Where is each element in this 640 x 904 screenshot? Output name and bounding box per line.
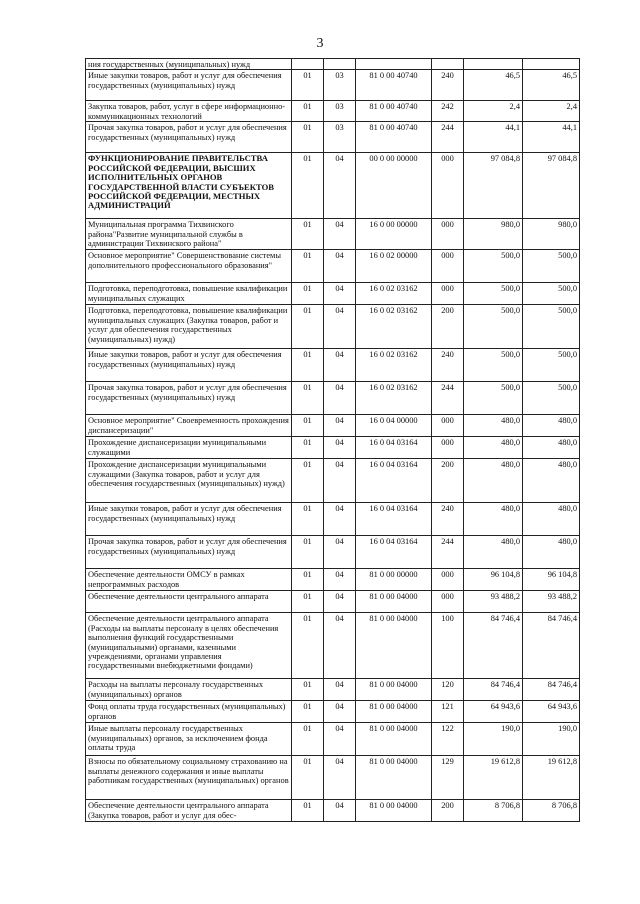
amount-total-cell: 64 943,6: [523, 701, 580, 723]
amount-cell: [464, 59, 523, 70]
table-row: [86, 756, 580, 800]
table-row: [86, 459, 580, 503]
target-article-cell: 81 0 00 04000: [356, 723, 432, 756]
subsection-code-cell: 04: [324, 723, 356, 756]
subsection-code-cell: 04: [324, 569, 356, 591]
expense-type-cell: 121: [432, 701, 464, 723]
amount-total-cell: 46,5: [523, 70, 580, 101]
expense-type-cell: 242: [432, 101, 464, 122]
expense-type-cell: 200: [432, 459, 464, 503]
section-code-cell: 01: [292, 723, 324, 756]
table-row: [86, 219, 580, 250]
expense-type-cell: 120: [432, 679, 464, 701]
row-name-cell: Основное мероприятие" Совершенствование системы дополнительного профессионального образования": [86, 250, 292, 283]
subsection-code-cell: [324, 59, 356, 70]
target-article-cell: 81 0 00 40740: [356, 101, 432, 122]
amount-cell: 8 706,8: [464, 800, 523, 822]
row-name-cell: Прочая закупка товаров, работ и услуг для обеспечения государственных (муниципальных) нужд: [86, 382, 292, 415]
amount-total-cell: 190,0: [523, 723, 580, 756]
section-code-cell: 01: [292, 70, 324, 101]
row-name-cell: Обеспечение деятельности центрального аппарата (Закупка товаров, работ и услуг для обес-: [86, 800, 292, 822]
expense-type-cell: 000: [432, 153, 464, 219]
amount-cell: 500,0: [464, 250, 523, 283]
subsection-code-cell: 04: [324, 250, 356, 283]
expense-type-cell: 240: [432, 70, 464, 101]
table-row: [86, 415, 580, 437]
expense-type-cell: 000: [432, 250, 464, 283]
row-name-cell: Прохождение диспансеризации муниципальными служащими (Закупка товаров, работ и услуг для обеспечения государственных (муниципальных) нужд): [86, 459, 292, 503]
target-article-cell: [356, 59, 432, 70]
table-row: [86, 701, 580, 723]
target-article-cell: 81 0 00 04000: [356, 701, 432, 723]
expense-type-cell: 000: [432, 591, 464, 613]
amount-cell: 480,0: [464, 459, 523, 503]
row-name-cell: Обеспечение деятельности ОМСУ в рамках непрограммных расходов: [86, 569, 292, 591]
amount-cell: 19 612,8: [464, 756, 523, 800]
table-row: [86, 59, 580, 70]
section-code-cell: 01: [292, 503, 324, 536]
amount-total-cell: 500,0: [523, 250, 580, 283]
amount-cell: 84 746,4: [464, 613, 523, 679]
amount-total-cell: 8 706,8: [523, 800, 580, 822]
amount-cell: 480,0: [464, 437, 523, 459]
amount-total-cell: 84 746,4: [523, 613, 580, 679]
section-code-cell: 01: [292, 349, 324, 382]
subsection-code-cell: 04: [324, 153, 356, 219]
table-row: [86, 101, 580, 122]
section-code-cell: 01: [292, 591, 324, 613]
row-name-cell: ния государственных (муниципальных) нужд: [86, 59, 292, 70]
target-article-cell: 16 0 00 00000: [356, 219, 432, 250]
target-article-cell: 81 0 00 04000: [356, 800, 432, 822]
amount-total-cell: 96 104,8: [523, 569, 580, 591]
amount-total-cell: 500,0: [523, 382, 580, 415]
subsection-code-cell: 04: [324, 756, 356, 800]
target-article-cell: 81 0 00 04000: [356, 679, 432, 701]
section-code-cell: 01: [292, 250, 324, 283]
target-article-cell: 81 0 00 04000: [356, 756, 432, 800]
table-row: [86, 122, 580, 153]
row-name-cell: Иные закупки товаров, работ и услуг для обеспечения государственных (муниципальных) нужд: [86, 349, 292, 382]
amount-total-cell: 19 612,8: [523, 756, 580, 800]
amount-total-cell: 480,0: [523, 459, 580, 503]
table-row: [86, 613, 580, 679]
amount-cell: 480,0: [464, 503, 523, 536]
table-row: [86, 70, 580, 101]
section-code-cell: 01: [292, 536, 324, 569]
subsection-code-cell: 04: [324, 283, 356, 305]
target-article-cell: 81 0 00 04000: [356, 613, 432, 679]
subsection-code-cell: 04: [324, 679, 356, 701]
section-code-cell: 01: [292, 101, 324, 122]
expense-type-cell: 000: [432, 283, 464, 305]
page-number: 3: [316, 36, 324, 51]
amount-cell: 500,0: [464, 382, 523, 415]
amount-total-cell: 44,1: [523, 122, 580, 153]
target-article-cell: 81 0 00 00000: [356, 569, 432, 591]
expense-type-cell: 240: [432, 503, 464, 536]
row-name-cell: Закупка товаров, работ, услуг в сфере информационно-коммуникационных технологий: [86, 101, 292, 122]
target-article-cell: 16 0 02 03162: [356, 382, 432, 415]
expense-type-cell: 200: [432, 800, 464, 822]
section-code-cell: 01: [292, 701, 324, 723]
row-name-cell: Расходы на выплаты персоналу государственных (муниципальных) органов: [86, 679, 292, 701]
expense-type-cell: 200: [432, 305, 464, 349]
row-name-cell: Муниципальная программа Тихвинского района"Развитие муниципальной службы в администрации Тихвинского района": [86, 219, 292, 250]
table-row: [86, 283, 580, 305]
target-article-cell: 00 0 00 00000: [356, 153, 432, 219]
table-row: [86, 250, 580, 283]
row-name-cell: Основное мероприятие" Своевременность прохождения диспансеризации": [86, 415, 292, 437]
table-row: [86, 437, 580, 459]
section-code-cell: 01: [292, 679, 324, 701]
subsection-code-cell: 04: [324, 613, 356, 679]
expense-type-cell: [432, 59, 464, 70]
section-code-cell: 01: [292, 415, 324, 437]
subsection-code-cell: 04: [324, 382, 356, 415]
amount-total-cell: 93 488,2: [523, 591, 580, 613]
target-article-cell: 16 0 02 03162: [356, 305, 432, 349]
target-article-cell: 16 0 02 03162: [356, 349, 432, 382]
expense-type-cell: 129: [432, 756, 464, 800]
amount-cell: 93 488,2: [464, 591, 523, 613]
expense-type-cell: 244: [432, 122, 464, 153]
row-name-cell: Подготовка, переподготовка, повышение квалификации муниципальных служащих (Закупка товаров, работ и услуг для обеспечения государственных (муниципальных) нужд): [86, 305, 292, 349]
amount-cell: 46,5: [464, 70, 523, 101]
amount-cell: 980,0: [464, 219, 523, 250]
subsection-code-cell: 04: [324, 219, 356, 250]
section-code-cell: 01: [292, 613, 324, 679]
expense-type-cell: 000: [432, 415, 464, 437]
expense-type-cell: 000: [432, 219, 464, 250]
table-row: [86, 800, 580, 822]
table-row: [86, 503, 580, 536]
row-name-cell: Обеспечение деятельности центрального аппарата (Расходы на выплаты персоналу в целях обеспечения выполнения функций государственными (муниципальными) органами, казенными учреждениями, органами управления государственными внебюджетными фондами): [86, 613, 292, 679]
expense-type-cell: 240: [432, 349, 464, 382]
expense-type-cell: 122: [432, 723, 464, 756]
row-name-cell: Прочая закупка товаров, работ и услуг для обеспечения государственных (муниципальных) нужд: [86, 122, 292, 153]
section-code-cell: 01: [292, 756, 324, 800]
subsection-code-cell: 03: [324, 122, 356, 153]
amount-total-cell: 500,0: [523, 305, 580, 349]
amount-total-cell: 480,0: [523, 536, 580, 569]
amount-total-cell: [523, 59, 580, 70]
row-name-cell: Иные закупки товаров, работ и услуг для обеспечения государственных (муниципальных) нужд: [86, 70, 292, 101]
table-row: [86, 349, 580, 382]
table-row: [86, 382, 580, 415]
amount-total-cell: 480,0: [523, 415, 580, 437]
section-code-cell: 01: [292, 153, 324, 219]
target-article-cell: 16 0 02 00000: [356, 250, 432, 283]
section-code-cell: 01: [292, 459, 324, 503]
table-row: [86, 723, 580, 756]
subsection-code-cell: 04: [324, 437, 356, 459]
table-row: [86, 305, 580, 349]
row-name-cell: Фонд оплаты труда государственных (муниципальных) органов: [86, 701, 292, 723]
table-row: [86, 591, 580, 613]
expense-type-cell: 244: [432, 536, 464, 569]
amount-cell: 97 084,8: [464, 153, 523, 219]
section-code-cell: 01: [292, 283, 324, 305]
table-row: [86, 569, 580, 591]
expense-type-cell: 000: [432, 437, 464, 459]
amount-cell: 190,0: [464, 723, 523, 756]
expense-type-cell: 244: [432, 382, 464, 415]
section-code-cell: 01: [292, 800, 324, 822]
amount-total-cell: 500,0: [523, 283, 580, 305]
subsection-code-cell: 04: [324, 591, 356, 613]
subsection-code-cell: 04: [324, 349, 356, 382]
amount-cell: 44,1: [464, 122, 523, 153]
table-row: [86, 153, 580, 219]
section-code-cell: 01: [292, 569, 324, 591]
subsection-code-cell: 03: [324, 101, 356, 122]
target-article-cell: 16 0 02 03162: [356, 283, 432, 305]
amount-total-cell: 2,4: [523, 101, 580, 122]
row-name-cell: ФУНКЦИОНИРОВАНИЕ ПРАВИТЕЛЬСТВА РОССИЙСКОЙ ФЕДЕРАЦИИ, ВЫСШИХ ИСПОЛНИТЕЛЬНЫХ ОРГАНОВ ГОСУДАРСТВЕННОЙ ВЛАСТИ СУБЪЕКТОВ РОССИЙСКОЙ ФЕДЕРАЦИИ, МЕСТНЫХ АДМИНИСТРАЦИЙ: [86, 153, 292, 219]
section-code-cell: 01: [292, 219, 324, 250]
amount-total-cell: 480,0: [523, 503, 580, 536]
table-row: [86, 679, 580, 701]
row-name-cell: Прохождение диспансеризации муниципальными служащими: [86, 437, 292, 459]
subsection-code-cell: 04: [324, 503, 356, 536]
amount-total-cell: 500,0: [523, 349, 580, 382]
amount-cell: 480,0: [464, 415, 523, 437]
amount-total-cell: 980,0: [523, 219, 580, 250]
amount-cell: 480,0: [464, 536, 523, 569]
target-article-cell: 16 0 04 03164: [356, 503, 432, 536]
section-code-cell: 01: [292, 122, 324, 153]
subsection-code-cell: 04: [324, 459, 356, 503]
target-article-cell: 16 0 04 00000: [356, 415, 432, 437]
row-name-cell: Подготовка, переподготовка, повышение квалификации муниципальных служащих: [86, 283, 292, 305]
expense-type-cell: 000: [432, 569, 464, 591]
subsection-code-cell: 04: [324, 305, 356, 349]
subsection-code-cell: 03: [324, 70, 356, 101]
budget-table: [85, 58, 580, 822]
subsection-code-cell: 04: [324, 415, 356, 437]
section-code-cell: [292, 59, 324, 70]
target-article-cell: 16 0 04 03164: [356, 437, 432, 459]
expense-type-cell: 100: [432, 613, 464, 679]
amount-total-cell: 84 746,4: [523, 679, 580, 701]
section-code-cell: 01: [292, 437, 324, 459]
target-article-cell: 81 0 00 40740: [356, 122, 432, 153]
subsection-code-cell: 04: [324, 536, 356, 569]
row-name-cell: Иные закупки товаров, работ и услуг для обеспечения государственных (муниципальных) нужд: [86, 503, 292, 536]
section-code-cell: 01: [292, 382, 324, 415]
amount-cell: 84 746,4: [464, 679, 523, 701]
subsection-code-cell: 04: [324, 701, 356, 723]
target-article-cell: 81 0 00 04000: [356, 591, 432, 613]
row-name-cell: Обеспечение деятельности центрального аппарата: [86, 591, 292, 613]
table-row: [86, 536, 580, 569]
amount-total-cell: 480,0: [523, 437, 580, 459]
amount-cell: 500,0: [464, 283, 523, 305]
row-name-cell: Иные выплаты персоналу государственных (муниципальных) органов, за исключением фонда оплаты труда: [86, 723, 292, 756]
target-article-cell: 16 0 04 03164: [356, 536, 432, 569]
row-name-cell: Прочая закупка товаров, работ и услуг для обеспечения государственных (муниципальных) нужд: [86, 536, 292, 569]
amount-total-cell: 97 084,8: [523, 153, 580, 219]
subsection-code-cell: 04: [324, 800, 356, 822]
row-name-cell: Взносы по обязательному социальному страхованию на выплаты денежного содержания и иные выплаты работникам государственных (муниципальных) органов: [86, 756, 292, 800]
amount-cell: 500,0: [464, 305, 523, 349]
amount-cell: 500,0: [464, 349, 523, 382]
target-article-cell: 81 0 00 40740: [356, 70, 432, 101]
section-code-cell: 01: [292, 305, 324, 349]
target-article-cell: 16 0 04 03164: [356, 459, 432, 503]
amount-cell: 64 943,6: [464, 701, 523, 723]
amount-cell: 96 104,8: [464, 569, 523, 591]
amount-cell: 2,4: [464, 101, 523, 122]
